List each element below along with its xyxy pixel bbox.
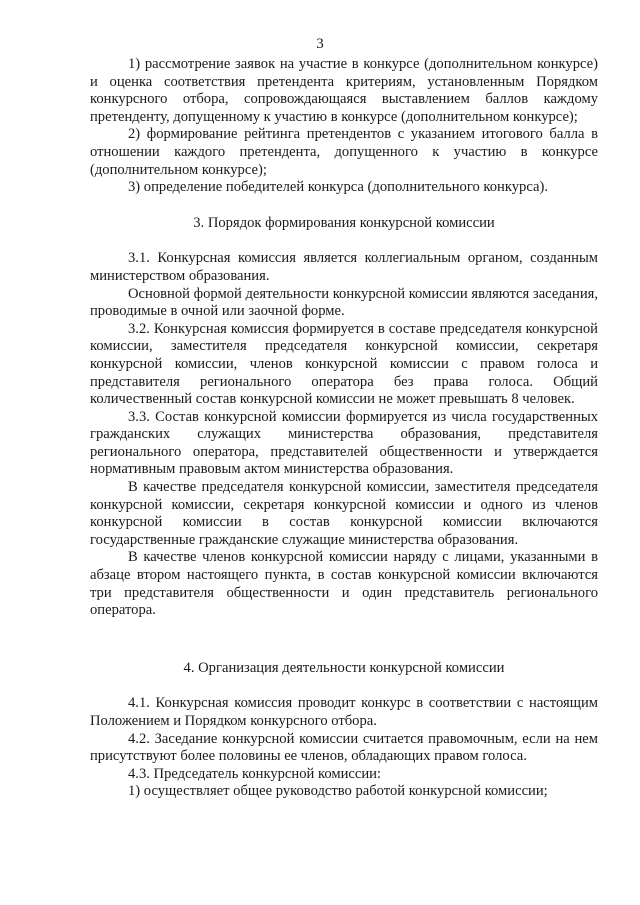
paragraph-4-3: 4.3. Председатель конкурсной комиссии: (128, 765, 382, 782)
paragraph-3-2: 3.2. Конкурсная комиссия формируется в составе председателя конкурсной комиссии, заместителя председателя конкурсной комиссии, секретаря конкурсной комиссии, членов конкурсной комиссии с правом голоса и представителя регионального оператора без права голоса. Общий количественный состав конкурсной комиссии не может превышать 8 человек. (90, 320, 598, 408)
section-3-heading: 3. Порядок формирования конкурсной комиссии (193, 214, 495, 231)
page-content (90, 56, 598, 801)
paragraph-3-3: 3.3. Состав конкурсной комиссии формируется из числа государственных гражданских служащих министерства образования, представителя регионального оператора, представителей общественности и утверждается нормативным правовым актом министерства образования. (90, 408, 598, 478)
list-item-2: 2) формирование рейтинга претендентов с указанием итогового балла в отношении каждого претендента, допущенного к участию в конкурсе (дополнительном конкурсе); (90, 126, 598, 178)
paragraph-4-2: 4.2. Заседание конкурсной комиссии считается правомочным, если на нем присутствуют более половины ее членов, обладающих правом голоса. (90, 730, 598, 765)
paragraph-3-3-officials: В качестве председателя конкурсной комиссии, заместителя председателя конкурсной комиссии, секретаря конкурсной комиссии и одного из членов конкурсной комиссии в состав конкурсной комиссии включаются государственные гражданские служащие министерства образования. (90, 479, 598, 548)
paragraph-3-3-members: В качестве членов конкурсной комиссии наряду с лицами, указанными в абзаце втором настоящего пункта, в состав конкурсной комиссии включаются три представителя общественности и один представитель регионального оператора. (90, 549, 598, 619)
paragraph-3-1-form: Основной формой деятельности конкурсной комиссии являются заседания, проводимые в очной или заочной форме. (90, 285, 598, 320)
list-item-1: 1) рассмотрение заявок на участие в конкурсе (дополнительном конкурсе) и оценка соответствия претендента критериям, установленным Порядком конкурсного отбора, сопровождающаяся выставлением баллов каждому претенденту, допущенному к участию в конкурсе (дополнительном конкурсе); (90, 56, 598, 125)
paragraph-4-3-item-1: 1) осуществляет общее руководство работой конкурсной комиссии; (128, 783, 548, 800)
list-item-3: 3) определение победителей конкурса (дополнительного конкурса). (128, 179, 548, 196)
paragraph-3-1: 3.1. Конкурсная комиссия является коллегиальным органом, созданным министерством образования. (90, 250, 598, 284)
paragraph-4-1: 4.1. Конкурсная комиссия проводит конкурс в соответствии с настоящим Положением и Порядком конкурсного отбора. (90, 695, 598, 729)
page-number: 3 (316, 36, 324, 52)
section-4-heading: 4. Организация деятельности конкурсной комиссии (183, 659, 505, 676)
